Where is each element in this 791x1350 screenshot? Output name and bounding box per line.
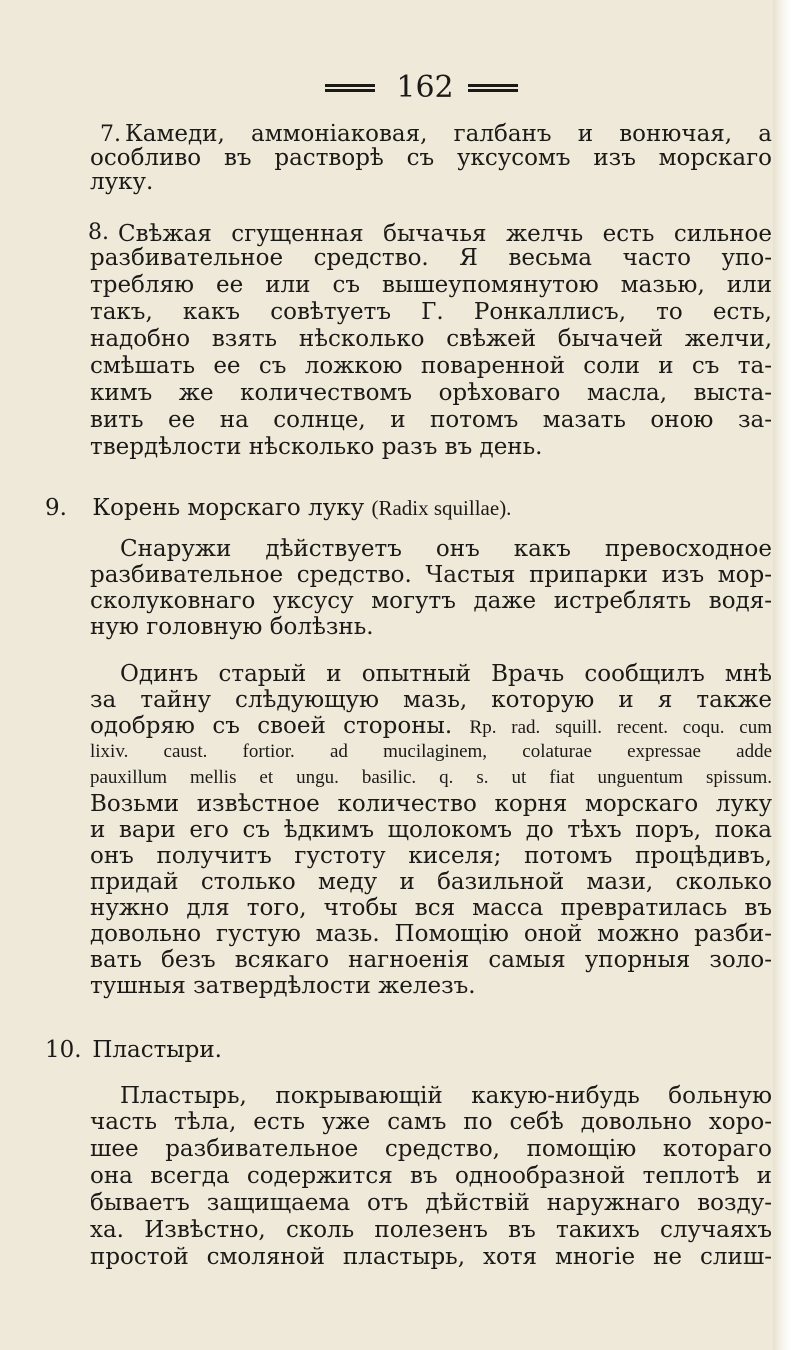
page-header [325,70,525,110]
text-line: Пластырь, покрывающій какую-нибудь больную [120,1083,772,1109]
text-line: ную головную болѣзнь. [90,614,374,640]
text-line: Одинъ старый и опытный Врачь сообщилъ мнѣ [120,661,772,687]
section-9-para-1-first-line [120,537,772,561]
recipe-latin-line: lixiv. caust. fortior. ad mucilaginem, colaturae expressae adde [90,741,772,762]
text-line: такъ, какъ совѣтуетъ Г. Ронкаллисъ, то есть, [90,299,772,325]
text-line: она всегда содержится въ однообразной теплотѣ и [90,1163,772,1189]
section-9-number: 9. [45,495,67,521]
header-rule-right [468,84,518,92]
text-line: твердѣлости нѣсколько разъ въ день. [90,434,543,460]
text-line: вать безъ всякаго нагноенія самыя упорныя золо- [90,947,772,973]
section-10-number: 10. [45,1037,82,1063]
text-line: требляю ее или съ вышеупомянутою мазью, или [90,272,772,298]
section-8-number: 8. [88,220,109,245]
text-line: часть тѣла, есть уже самъ по себѣ довольно хоро- [90,1109,772,1135]
text-line: нужно для того, чтобы вся масса превратилась въ [90,895,772,921]
text-line: шее разбивательное средство, помощію котораго [90,1136,772,1162]
recipe-latin-start: Rp. rad. squill. recent. coqu. cum [469,717,773,738]
text-line: за тайну слѣдующую мазь, которую и я также [90,687,772,713]
text-line: особливо въ растворѣ съ уксусомъ изъ морскаго [90,145,772,171]
section-9-title: Корень морскаго луку [92,495,365,521]
section-9-para-2 [90,688,772,998]
section-10-first-line [120,1084,772,1108]
text-line: надобно взять нѣсколько свѣжей бычачей желчи, [90,326,772,352]
text-line: простой смоляной пластырь, хотя многіе не слиш- [90,1244,772,1270]
text-line: бываетъ защищаема отъ дѣйствій наружнаго возду- [90,1190,772,1216]
section-10-heading [45,1036,222,1064]
section-9-para-2-first-line [120,662,772,686]
text-line: довольно густую мазь. Помощію оной можно разби- [90,921,772,947]
recipe-latin-line: pauxillum mellis et ungu. basilic. q. s. ut fiat unguentum spissum. [90,767,772,788]
text-line: Снаружи дѣйствуетъ онъ какъ превосходное [120,536,772,562]
page-number: 162 [396,70,454,105]
text-line: разбивательное средство. Я весьма часто упо- [90,245,772,271]
text-line: вить ее на солнце, и потомъ мазать оною за- [90,407,772,433]
text-line: кимъ же количествомъ орѣховаго масла, выста- [90,380,772,406]
text-line: сколуковнаго уксусу могутъ даже истреблять водя- [90,588,772,614]
section-9-heading [45,494,511,522]
text-line: онъ получитъ густоту киселя; потомъ процѣдивъ, [90,843,772,869]
section-8-body [90,246,772,459]
page-edge [773,0,791,1350]
text-line: Возьми извѣстное количество корня морскаго луку [90,791,772,817]
header-rule-left [325,84,375,92]
section-10-title: Пластыри. [92,1037,222,1063]
text-line: разбивательное средство. Частыя припарки изъ мор- [90,562,772,588]
text-line: луку. [90,169,154,195]
text-line: тушныя затвердѣлости железъ. [90,973,476,999]
section-7-body [90,146,772,194]
text-line: Свѣжая сгущенная бычачья желчь есть сильное [118,221,772,247]
section-8-line-1 [118,222,772,246]
text-line: Камеди, аммоніаковая, галбанъ и вонючая, а [125,121,772,147]
recipe-intro-line: одобряю съ своей стороны. Rp. rad. squill. recent. coqu. cum [90,713,773,739]
section-10-body [90,1110,772,1272]
text-line: смѣшать ее съ ложкою поваренной соли и съ та- [90,353,772,379]
section-7-line-1 [125,122,772,146]
text-line: придай столько меду и базильной мази, сколько [90,869,772,895]
text-line: и вари его съ ѣдкимъ щолокомъ до тѣхъ поръ, пока [90,817,772,843]
section-9-latin-title: (Radix squillae). [371,496,512,520]
text-line: ха. Извѣстно, сколь полезенъ въ такихъ случаяхъ [90,1217,772,1243]
section-7-number: 7. [100,122,121,147]
section-9-para-1 [90,563,772,639]
